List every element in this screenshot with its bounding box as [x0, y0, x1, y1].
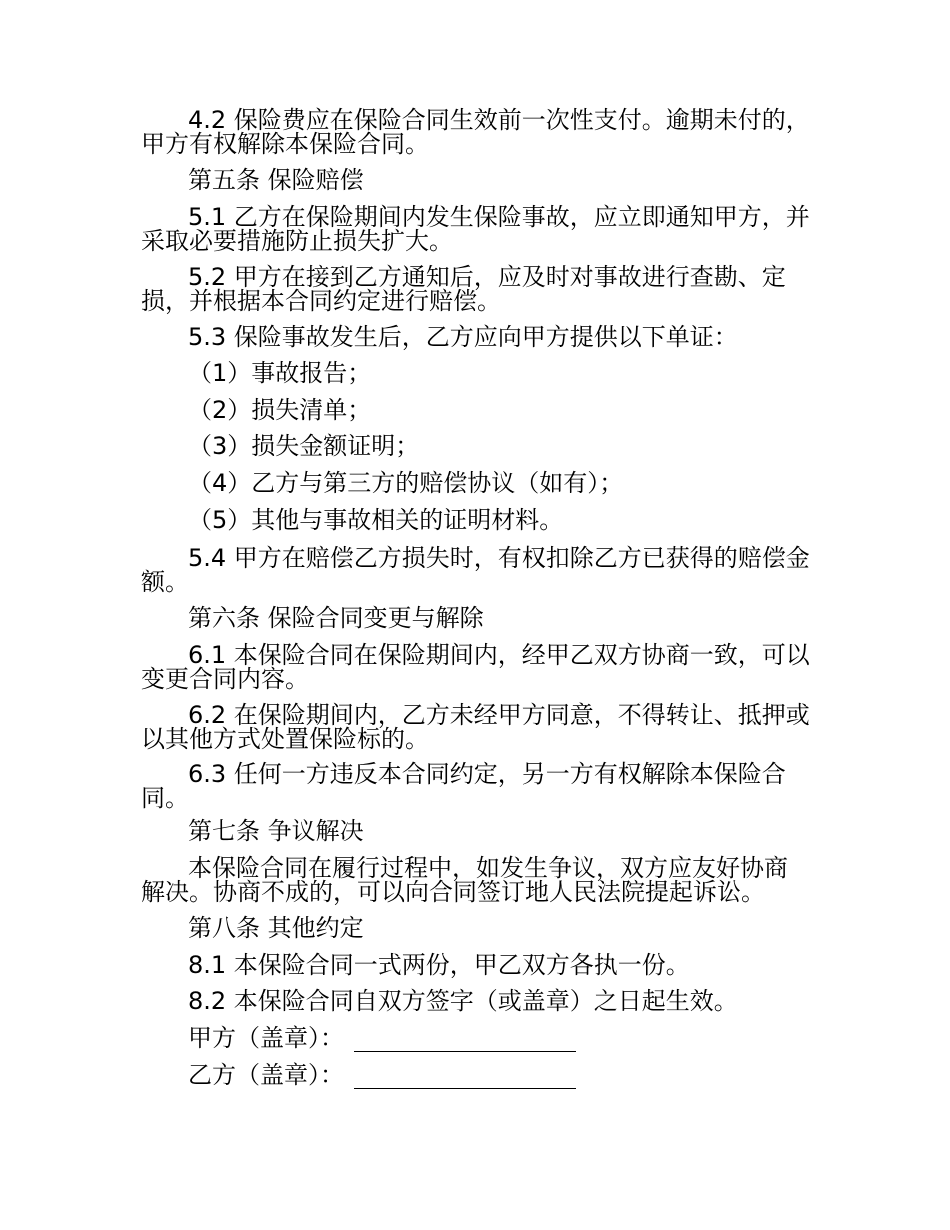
clause-6-3: 6.3 任何一方违反本合同约定，另一方有权解除本保险合同。 — [141, 760, 786, 812]
clause-5-1: 5.1 乙方在保险期间内发生保险事故，应立即通知甲方，并采取必要措施防止损失扩大。 — [141, 203, 810, 255]
list-item-3: （3）损失金额证明； — [188, 432, 420, 460]
article-8-heading: 第八条 其他约定 — [188, 914, 364, 942]
clause-8-1: 8.1 本保险合同一式两份，甲乙双方各执一份。 — [188, 951, 690, 979]
article-7-heading: 第七条 争议解决 — [188, 817, 364, 845]
party-b-signature-row — [188, 1061, 576, 1089]
clause-6-2: 6.2 在保险期间内，乙方未经甲方同意，不得转让、抵押或以其他方式处置保险标的。 — [141, 701, 810, 753]
party-a-signature-line[interactable] — [354, 1029, 576, 1052]
clause-6-1: 6.1 本保险合同在保险期间内，经甲乙双方协商一致，可以变更合同内容。 — [141, 641, 810, 693]
list-item-1: （1）事故报告； — [188, 359, 372, 387]
clause-5-3: 5.3 保险事故发生后，乙方应向甲方提供以下单证： — [188, 323, 738, 351]
clause-4-2: 4.2 保险费应在保险合同生效前一次性支付。逾期未付的，甲方有权解除本保险合同。 — [141, 106, 810, 158]
clause-5-2: 5.2 甲方在接到乙方通知后，应及时对事故进行查勘、定损，并根据本合同约定进行赔偿。 — [141, 263, 786, 315]
party-a-label: 甲方（盖章）： — [188, 1024, 344, 1052]
party-a-signature-row — [188, 1024, 576, 1052]
party-b-label: 乙方（盖章）： — [188, 1061, 344, 1089]
article-6-heading: 第六条 保险合同变更与解除 — [188, 604, 484, 632]
list-item-4: （4）乙方与第三方的赔偿协议（如有）； — [188, 469, 624, 497]
dispute-resolution-clause: 本保险合同在履行过程中，如发生争议，双方应友好协商解决。协商不成的，可以向合同签订地人民法院提起诉讼。 — [141, 854, 788, 906]
party-b-signature-line[interactable] — [354, 1066, 576, 1089]
article-5-heading: 第五条 保险赔偿 — [188, 166, 364, 194]
list-item-2: （2）损失清单； — [188, 396, 372, 424]
clause-5-4: 5.4 甲方在赔偿乙方损失时，有权扣除乙方已获得的赔偿金额。 — [141, 544, 810, 596]
clause-8-2: 8.2 本保险合同自双方签字（或盖章）之日起生效。 — [188, 987, 738, 1015]
list-item-5: （5）其他与事故相关的证明材料。 — [188, 506, 564, 534]
